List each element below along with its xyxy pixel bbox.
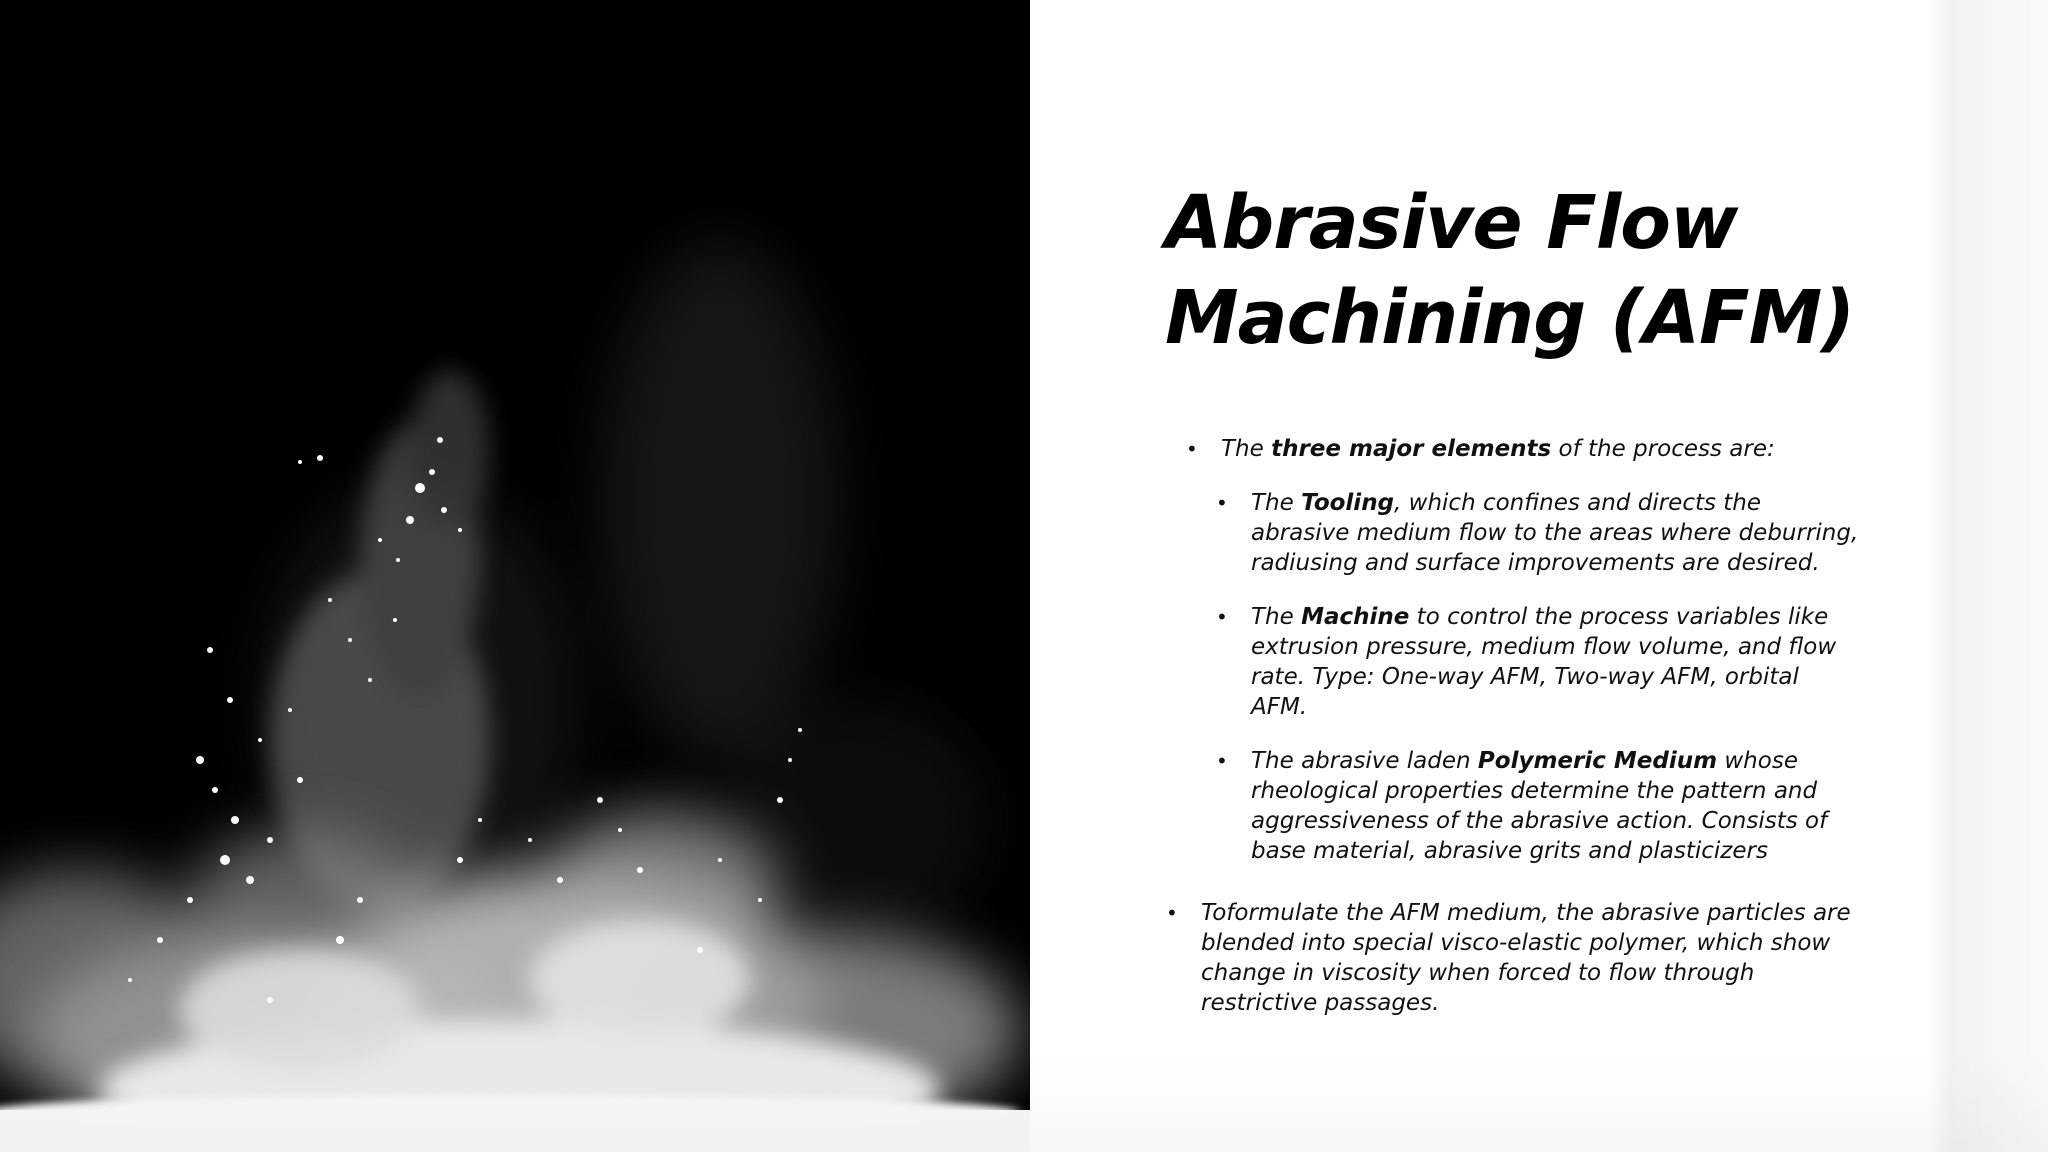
bullet-dot: • — [1166, 901, 1178, 925]
bullet-list — [1160, 434, 1860, 1018]
title-line-2: Machining (AFM) — [1165, 275, 1855, 361]
bottom-edge-shadow — [1030, 1052, 2048, 1152]
right-edge-shadow — [1928, 0, 2048, 1152]
sub-bullet-tooling: • The Tooling, which confines and directs the abrasive medium flow to the areas where deburring, radiusing and surface improvements are desired. — [1216, 490, 1859, 576]
bullet-dot: • — [1216, 749, 1228, 773]
bullet-formulate-medium: • Toformulate the AFM medium, the abrasive particles are blended into special visco-elastic polymer, which show change in viscosity when forced to flow through restrictive passages. — [1166, 900, 1851, 1016]
sub-bullet-polymeric-medium: • The abrasive laden Polymeric Medium whose rheological properties determine the pattern and aggressiveness of the abrasive action. Consists of base material, abrasive grits and plasticizers — [1216, 748, 1828, 864]
sub-bullet-machine: • The Machine to control the process variables like extrusion pressure, medium flow volume, and flow rate. Type: One-way AFM, Two-way AFM, orbital AFM. — [1216, 604, 1837, 720]
bullet-dot: • — [1216, 491, 1228, 515]
bullet-intro: • The three major elements of the process are: — [1186, 436, 1775, 462]
slide-title — [1165, 176, 1865, 366]
title-line-1: Abrasive Flow — [1165, 180, 1738, 266]
bullet-dot: • — [1216, 605, 1228, 629]
emphasis-three-major-elements: three major elements — [1271, 436, 1552, 462]
bullet-dot: • — [1186, 437, 1198, 461]
emphasis-machine: Machine — [1301, 604, 1410, 630]
emphasis-polymeric-medium: Polymeric Medium — [1477, 748, 1718, 774]
emphasis-tooling: Tooling — [1301, 490, 1395, 516]
